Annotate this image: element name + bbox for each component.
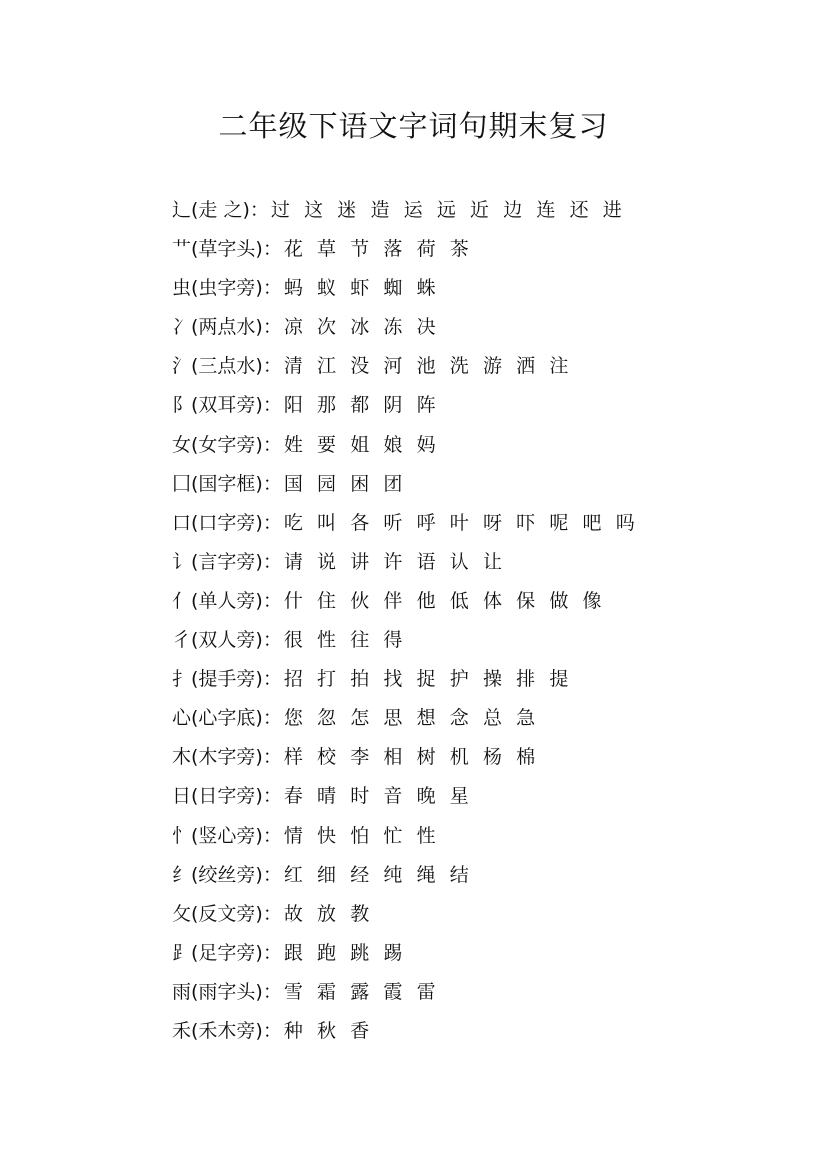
example-character: 护 [449,668,469,691]
example-character: 雪 [283,980,303,1003]
example-characters [284,310,450,344]
example-character: 绳 [416,863,436,886]
example-character: 放 [317,902,337,925]
radical-name: (言字旁)： [191,550,282,573]
example-character: 您 [283,707,303,730]
example-character: 呢 [549,511,569,534]
example-character: 虾 [350,277,370,300]
example-character: 跟 [283,941,303,964]
example-character: 进 [602,199,622,221]
example-character: 认 [449,550,469,573]
example-characters [284,701,550,735]
example-character: 秋 [317,1019,337,1042]
example-character: 伴 [383,589,403,612]
example-characters [284,271,450,305]
example-character: 困 [350,472,370,495]
example-character: 打 [317,668,337,691]
example-character: 过 [270,199,290,221]
example-character: 游 [482,355,502,378]
radical-row [172,701,792,740]
example-characters [284,897,384,931]
example-character: 想 [416,707,436,730]
radical-name: (双耳旁)： [191,394,282,417]
example-character: 茶 [449,238,469,261]
example-character: 请 [283,550,303,573]
radical-glyph: 女 [172,433,192,456]
example-characters [284,779,483,813]
example-character: 近 [470,199,490,221]
example-characters [284,936,417,970]
example-character: 次 [317,316,337,339]
example-character: 清 [283,355,303,378]
radical-row [172,310,792,349]
radical-glyph: 忄 [172,824,192,847]
example-character: 蚁 [317,277,337,300]
radical-row [172,506,792,545]
example-character: 蜘 [383,277,403,300]
example-character: 国 [283,472,303,495]
radical-name: (走 之)： [191,199,269,221]
example-character: 快 [317,824,337,847]
example-character: 洒 [516,355,536,378]
example-characters [284,623,417,657]
example-character: 没 [350,355,370,378]
radical-list [172,193,792,1053]
example-character: 机 [449,746,469,769]
example-character: 李 [350,746,370,769]
radical-glyph: 口 [172,511,192,534]
example-character: 提 [549,668,569,691]
example-character: 花 [283,238,303,261]
radical-row [172,545,792,584]
example-character: 连 [536,199,556,221]
radical-glyph: 虫 [172,277,192,300]
example-character: 注 [549,355,569,378]
radical-glyph: 阝 [172,394,192,417]
example-character: 要 [317,433,337,456]
example-character: 住 [317,589,337,612]
example-character: 吓 [516,511,536,534]
example-characters [284,388,450,422]
example-character: 体 [482,589,502,612]
example-character: 讲 [350,550,370,573]
example-character: 蚂 [283,277,303,300]
example-character: 阵 [416,394,436,417]
example-character: 晴 [317,785,337,808]
example-character: 草 [317,238,337,261]
example-character: 雷 [416,980,436,1003]
example-character: 细 [317,863,337,886]
radical-row [172,232,792,271]
example-character: 忙 [383,824,403,847]
example-character: 姓 [283,433,303,456]
example-character: 远 [436,199,456,221]
example-character: 各 [350,511,370,534]
example-character: 念 [449,707,469,730]
radical-glyph: 日 [172,785,192,808]
example-character: 听 [383,511,403,534]
example-characters [284,467,417,501]
example-character: 姐 [350,433,370,456]
example-character: 招 [283,668,303,691]
example-character: 运 [403,199,423,221]
example-character: 那 [317,394,337,417]
radical-glyph: 扌 [172,668,192,691]
example-characters [284,584,616,618]
radical-glyph: 冫 [172,316,192,339]
example-character: 吃 [283,511,303,534]
radical-glyph: 氵 [172,355,192,378]
radical-name: (两点水)： [191,316,282,339]
radical-name: (双人旁)： [191,629,282,652]
example-character: 叫 [317,511,337,534]
radical-glyph: 彳 [172,629,192,652]
radical-row [172,428,792,467]
radical-glyph: 亻 [172,589,192,612]
example-character: 情 [283,824,303,847]
radical-row [172,584,792,623]
radical-glyph: 雨 [172,980,192,1003]
radical-name: (提手旁)： [191,668,282,691]
radical-glyph: 讠 [172,550,192,573]
example-character: 边 [503,199,523,221]
radical-row [172,975,792,1014]
radical-name: (单人旁)： [191,589,282,612]
example-character: 找 [383,668,403,691]
example-characters [284,349,583,383]
example-character: 都 [350,394,370,417]
radical-glyph: 辶 [172,199,192,221]
example-character: 他 [416,589,436,612]
example-character: 伙 [350,589,370,612]
example-character: 排 [516,668,536,691]
example-character: 棉 [516,746,536,769]
example-character: 冻 [383,316,403,339]
radical-name: (竖心旁)： [191,824,282,847]
radical-row [172,271,792,310]
radical-name: (木字旁)： [191,746,282,769]
example-character: 跑 [317,941,337,964]
example-character: 晚 [416,785,436,808]
radical-name: (雨字头)： [191,980,282,1003]
radical-row [172,740,792,779]
radical-glyph: 囗 [172,472,192,495]
example-character: 教 [350,902,370,925]
example-character: 露 [350,980,370,1003]
example-character: 洗 [449,355,469,378]
radical-row [172,1014,792,1053]
example-character: 这 [304,199,324,221]
example-character: 红 [283,863,303,886]
example-character: 性 [317,629,337,652]
example-character: 香 [350,1019,370,1042]
example-character: 纯 [383,863,403,886]
radical-row [172,819,792,858]
example-characters [284,506,649,540]
example-character: 往 [350,629,370,652]
radical-glyph: 木 [172,746,192,769]
example-character: 树 [416,746,436,769]
example-characters [271,193,636,227]
radical-name: (女字旁)： [191,433,282,456]
example-character: 星 [449,785,469,808]
radical-name: (虫字旁)： [191,277,282,300]
example-character: 性 [416,824,436,847]
example-character: 思 [383,707,403,730]
radical-name: (绞丝旁)： [191,863,282,886]
example-character: 决 [416,316,436,339]
example-character: 冰 [350,316,370,339]
example-character: 很 [283,629,303,652]
example-characters [284,819,450,853]
example-character: 怎 [350,707,370,730]
example-character: 呀 [482,511,502,534]
example-character: 跳 [350,941,370,964]
example-character: 妈 [416,433,436,456]
example-character: 急 [516,707,536,730]
example-characters [284,1014,384,1048]
example-character: 校 [317,746,337,769]
example-character: 音 [383,785,403,808]
example-character: 许 [383,550,403,573]
example-character: 得 [383,629,403,652]
example-character: 团 [383,472,403,495]
radical-glyph: 禾 [172,1019,192,1042]
example-character: 拍 [350,668,370,691]
example-character: 江 [317,355,337,378]
radical-row [172,467,792,506]
example-character: 捉 [416,668,436,691]
example-characters [284,232,483,266]
radical-row [172,388,792,427]
radical-name: (国字框)： [191,472,282,495]
example-character: 荷 [416,238,436,261]
example-character: 低 [449,589,469,612]
radical-row [172,349,792,388]
radical-row [172,623,792,662]
example-character: 相 [383,746,403,769]
radical-name: (反文旁)： [191,902,282,925]
radical-row [172,897,792,936]
radical-glyph: 心 [172,707,192,730]
radical-row [172,662,792,701]
example-character: 呼 [416,511,436,534]
example-character: 故 [283,902,303,925]
example-character: 霜 [317,980,337,1003]
example-character: 什 [283,589,303,612]
example-character: 经 [350,863,370,886]
example-character: 吗 [615,511,635,534]
example-character: 还 [569,199,589,221]
radical-name: (心字底)： [191,707,282,730]
example-characters [284,428,450,462]
example-character: 做 [549,589,569,612]
example-character: 踢 [383,941,403,964]
example-character: 样 [283,746,303,769]
example-character: 蛛 [416,277,436,300]
example-character: 种 [283,1019,303,1042]
page-title: 二年级下语文字词句期末复习 [218,109,609,143]
example-character: 保 [516,589,536,612]
example-character: 像 [582,589,602,612]
example-character: 结 [449,863,469,886]
example-character: 迷 [337,199,357,221]
radical-glyph: 攵 [172,902,192,925]
radical-name: (足字旁)： [191,941,282,964]
example-characters [284,662,583,696]
example-characters [284,545,516,579]
example-character: 河 [383,355,403,378]
radical-name: (日字旁)： [191,785,282,808]
example-characters [284,858,483,892]
example-character: 池 [416,355,436,378]
radical-name: (口字旁)： [191,511,282,534]
example-character: 落 [383,238,403,261]
example-character: 阴 [383,394,403,417]
radical-row [172,936,792,975]
example-character: 语 [416,550,436,573]
example-characters [284,975,450,1009]
example-character: 节 [350,238,370,261]
example-character: 吧 [582,511,602,534]
radical-name: (草字头)： [191,238,282,261]
radical-row [172,858,792,897]
example-character: 叶 [449,511,469,534]
radical-glyph: 纟 [172,863,192,886]
radical-name: (三点水)： [191,355,282,378]
radical-glyph: 艹 [172,238,192,261]
radical-glyph: ⻊ [172,941,192,964]
radical-name: (禾木旁)： [191,1019,282,1042]
example-characters [284,740,550,774]
example-character: 园 [317,472,337,495]
radical-row [172,193,792,232]
example-character: 总 [482,707,502,730]
example-character: 忽 [317,707,337,730]
example-character: 杨 [482,746,502,769]
example-character: 让 [482,550,502,573]
example-character: 春 [283,785,303,808]
example-character: 娘 [383,433,403,456]
example-character: 阳 [283,394,303,417]
radical-row [172,779,792,818]
example-character: 说 [317,550,337,573]
example-character: 时 [350,785,370,808]
example-character: 操 [482,668,502,691]
example-character: 凉 [283,316,303,339]
example-character: 霞 [383,980,403,1003]
example-character: 造 [370,199,390,221]
example-character: 怕 [350,824,370,847]
